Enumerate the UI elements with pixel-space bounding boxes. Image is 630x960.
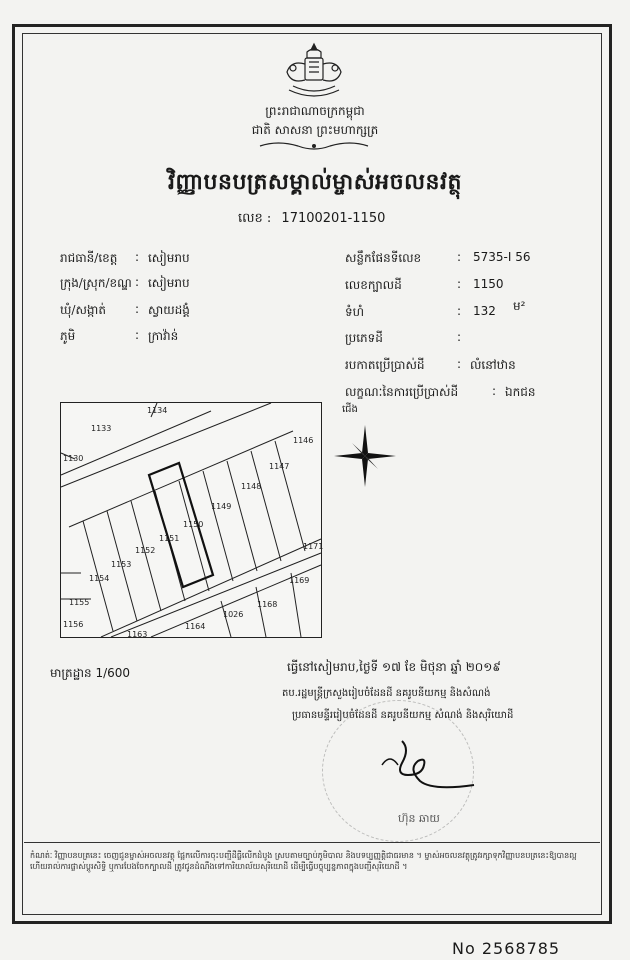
parcel-1155-label: 1155: [69, 598, 90, 607]
motto-header: ជាតិ សាសនា ព្រះមហាក្សត្រ: [251, 123, 379, 137]
field-land-type: ប្រភេទដី :: [345, 330, 462, 345]
compass-rose-icon: [334, 425, 396, 487]
field-province-label: រាជធានី/ខេត្ត: [60, 251, 118, 265]
field-village: ភូមិ : ក្រាវ៉ាន់: [60, 328, 75, 346]
field-map-sheet-label: សន្លឹកផែនទីលេខ: [345, 251, 422, 265]
field-ownership: លក្ខណៈនៃការប្រើប្រាស់ដី : ឯកជន: [345, 384, 458, 402]
parcel-1153-label: 1153: [111, 560, 132, 569]
parcel-1171-label: 1171: [303, 542, 324, 551]
certificate-number: [238, 210, 385, 229]
parcel-1026-label: 1026: [223, 610, 244, 619]
parcel-1163-label: 1163: [127, 630, 148, 639]
certificate-number-label: លេខ :: [238, 211, 272, 226]
field-district-value: សៀមរាប: [148, 276, 190, 290]
field-land-type-label: ប្រភេទដី: [345, 331, 383, 345]
signatory-line-2: ប្រធានមន្ទីររៀបចំដែនដី នគរូបនីយកម្ម សំណង់ និងសុរិយោដី: [292, 710, 514, 721]
certificate-number-value: 17100201-1150: [281, 211, 386, 226]
field-province-value: សៀមរាប: [148, 251, 190, 265]
field-map-sheet: សន្លឹកផែនទីលេខ : 5735-I 56: [345, 250, 531, 265]
parcel-1150-label: 1150: [183, 520, 204, 529]
cadastral-map: [60, 402, 322, 638]
field-village-label: ភូមិ: [60, 329, 76, 343]
field-province: រាជធានី/ខេត្ត : សៀមរាប: [60, 250, 117, 268]
parcel-1130-label: 1130: [63, 454, 84, 463]
field-commune-value: ស្វាយដង្គំ: [148, 303, 190, 317]
parcel-1146-label: 1146: [293, 436, 314, 445]
parcel-1154-label: 1154: [89, 574, 110, 583]
field-land-use-value: លំនៅឋាន: [470, 358, 516, 372]
serial-number: No 2568785: [452, 939, 561, 958]
field-parcel-no: លេខក្បាលដី : 1150: [345, 277, 504, 292]
field-map-sheet-value: 5735-I 56: [473, 250, 531, 264]
parcel-1151-label: 1151: [159, 534, 180, 543]
field-area-unit: ម²: [513, 299, 526, 313]
field-land-use: របកាតប្រើប្រាស់ដី : លំនៅឋាន: [345, 357, 425, 375]
field-district: ក្រុង/ស្រុក/ខណ្ឌ : សៀមរាប: [60, 275, 132, 293]
field-district-label: ក្រុង/ស្រុក/ខណ្ឌ: [60, 276, 132, 290]
field-commune: ឃុំ/សង្កាត់ : ស្វាយដង្គំ: [60, 302, 106, 320]
field-area-value: 132: [473, 304, 496, 318]
parcel-1147-label: 1147: [269, 462, 290, 471]
parcel-1148-label: 1148: [241, 482, 262, 491]
field-area-label: ទំហំ: [345, 305, 365, 319]
field-commune-label: ឃុំ/សង្កាត់: [60, 303, 106, 317]
certificate-title: វិញ្ញាបនបត្រសម្គាល់ម្ចាស់អចលនវត្ថុ: [168, 169, 462, 195]
field-ownership-value: ឯកជន: [505, 385, 536, 399]
field-village-value: ក្រាវ៉ាន់: [148, 329, 179, 343]
signature-icon: [362, 735, 482, 795]
signatory-line-1: តប.រដ្ឋមន្ត្រីក្រសួងរៀបចំដែនដី នគរូបនីយកម្ម និងសំណង់: [282, 688, 491, 699]
compass-north-label: ជើង: [342, 404, 358, 415]
parcel-1152-label: 1152: [135, 546, 156, 555]
parcel-1168-label: 1168: [257, 600, 278, 609]
field-parcel-no-label: លេខក្បាលដី: [345, 278, 402, 292]
ornament-divider-icon: [258, 140, 370, 152]
cadastral-map-drawing: [61, 403, 324, 639]
parcel-1156-label: 1156: [63, 620, 84, 629]
field-parcel-no-value: 1150: [473, 277, 504, 291]
parcel-1133-label: 1133: [91, 424, 112, 433]
kingdom-header: ព្រះរាជាណាចក្រកម្ពុជា: [265, 104, 365, 118]
parcel-1164-label: 1164: [185, 622, 206, 631]
parcel-1169-label: 1169: [289, 576, 310, 585]
place-date: ធ្វើនៅសៀមរាប,ថ្ងៃទី ១៧ ខែ មិថុនា ឆ្នាំ ២០១៩: [287, 660, 501, 674]
footer-divider: [24, 842, 600, 843]
map-scale: មាត្រដ្ឋាន 1/600: [50, 666, 131, 680]
parcel-1134-label: 1134: [147, 406, 168, 415]
legal-footnote: កំណត់ៈ វិញ្ញាបនបត្រនេះ ចេញជូនម្ចាស់អចលនវត្ថុ ផ្អែកលើការចុះបញ្ជីដីធ្លីលើកដំបូង ស្របតាមច្បាប់ភូមិបាល និងបទប្បញ្ញត្តិជាធរមាន ។ ម្ចាស់អចលនវត្ថុត្រូវរក្សាទុកវិញ្ញាបនបត្រនេះឱ្យបានល្អ ហើយរាល់ការផ្លាស់ប្តូរសិទ្ធិ ឬការបែងចែកក្បាលដី ត្រូវជូនដំណឹងទៅការិយាល័យសុរិយោដី ដើម្បីធ្វើបច្ចុប្បន្នភាពក្នុងបញ្ជីសុរិយោដី ។: [30, 851, 577, 871]
field-area: ទំហំ : 132 ម²: [345, 299, 526, 319]
parcel-1149-label: 1149: [211, 502, 232, 511]
field-land-use-label: របកាតប្រើប្រាស់ដី: [345, 358, 425, 372]
royal-emblem-icon: [281, 42, 347, 100]
signatory-name: ហ៊ុន ឆាយ: [398, 812, 440, 825]
field-ownership-label: លក្ខណៈនៃការប្រើប្រាស់ដី: [345, 385, 459, 399]
